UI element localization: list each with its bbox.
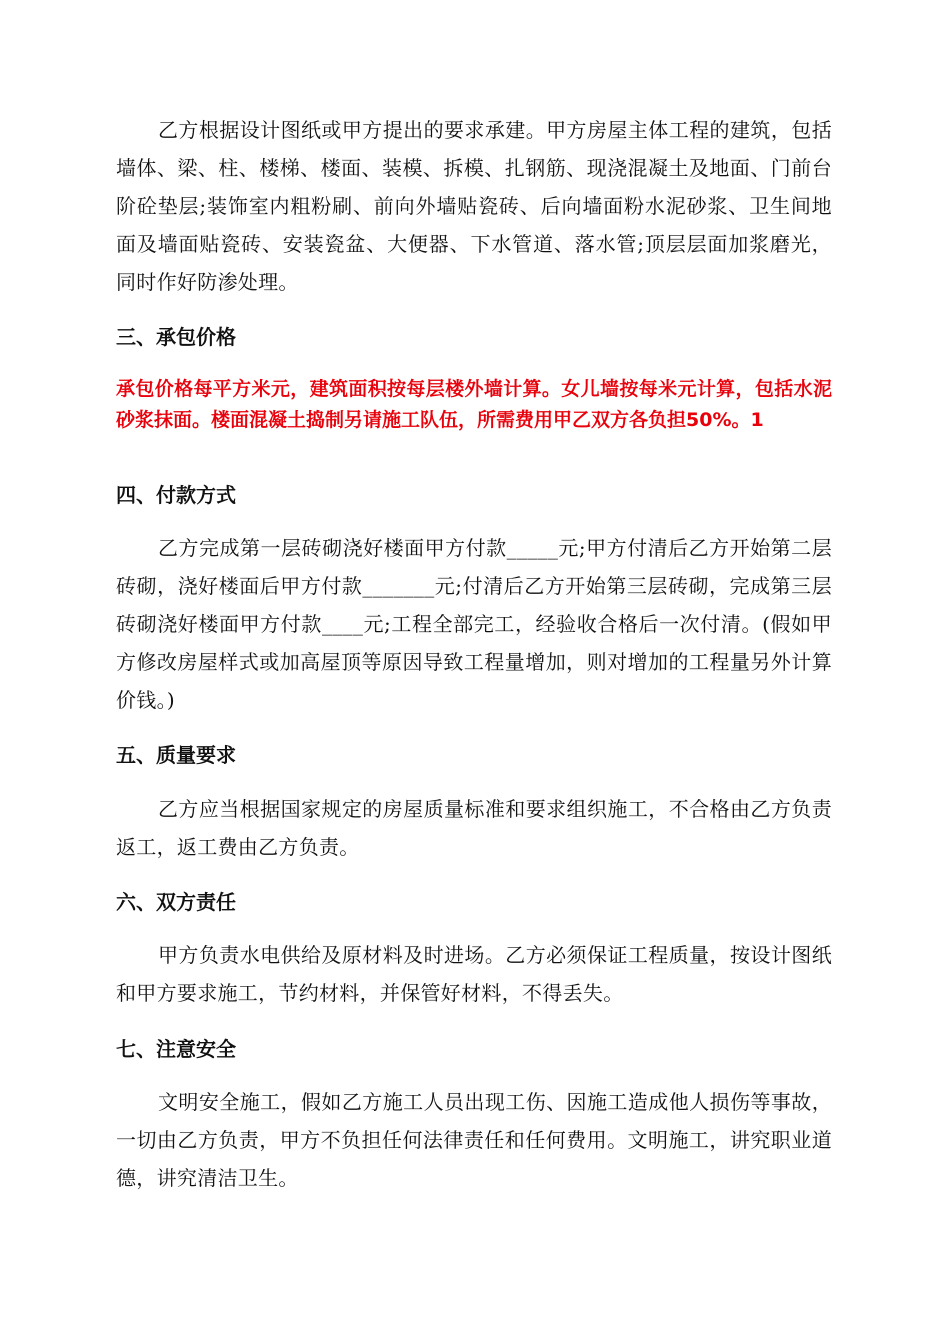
heading-quality-requirements: 五、质量要求 <box>116 743 236 767</box>
paragraph-payment-method: 乙方完成第一层砖砌浇好楼面甲方付款_____元;甲方付清后乙方开始第二层砖砌，浇好楼面后甲方付款_______元;付清后乙方开始第三层砖砌，完成第三层砖砌浇好楼面甲方付款____元;工程全部完工，经验收合格后一次付清。(假如甲方修改房屋样式或加高屋顶等原因导致工程量增加，则对增加的工程量另外计算价钱。) <box>116 536 832 712</box>
paragraph-quality-requirements: 乙方应当根据国家规定的房屋质量标准和要求组织施工，不合格由乙方负责返工，返工费由乙方负责。 <box>116 797 832 859</box>
heading-safety: 七、注意安全 <box>116 1037 236 1061</box>
paragraph-mutual-responsibilities: 甲方负责水电供给及原材料及时进场。乙方必须保证工程质量，按设计图纸和甲方要求施工，节约材料，并保管好材料，不得丢失。 <box>116 943 832 1005</box>
paragraph-contract-price: 承包价格每平方米元，建筑面积按每层楼外墙计算。女儿墙按每米元计算，包括水泥砂浆抹面。楼面混凝土捣制另请施工队伍，所需费用甲乙双方各负担50%。1 <box>116 378 832 431</box>
heading-contract-price: 三、承包价格 <box>116 325 236 349</box>
paragraph-safety: 文明安全施工，假如乙方施工人员出现工伤、因施工造成他人损伤等事故，一切由乙方负责，甲方不负担任何法律责任和任何费用。文明施工，讲究职业道德，讲究清洁卫生。 <box>116 1090 832 1190</box>
heading-mutual-responsibilities: 六、双方责任 <box>116 890 236 914</box>
heading-payment-method: 四、付款方式 <box>116 483 236 507</box>
paragraph-work-scope: 乙方根据设计图纸或甲方提出的要求承建。甲方房屋主体工程的建筑，包括墙体、梁、柱、楼梯、楼面、装模、拆模、扎钢筋、现浇混凝土及地面、门前台阶砼垫层;装饰室内粗粉刷、前向外墙贴瓷砖、后向墙面粉水泥砂浆、卫生间地面及墙面贴瓷砖、安装瓷盆、大便器、下水管道、落水管;顶层层面加浆磨光，同时作好防渗处理。 <box>116 118 832 294</box>
